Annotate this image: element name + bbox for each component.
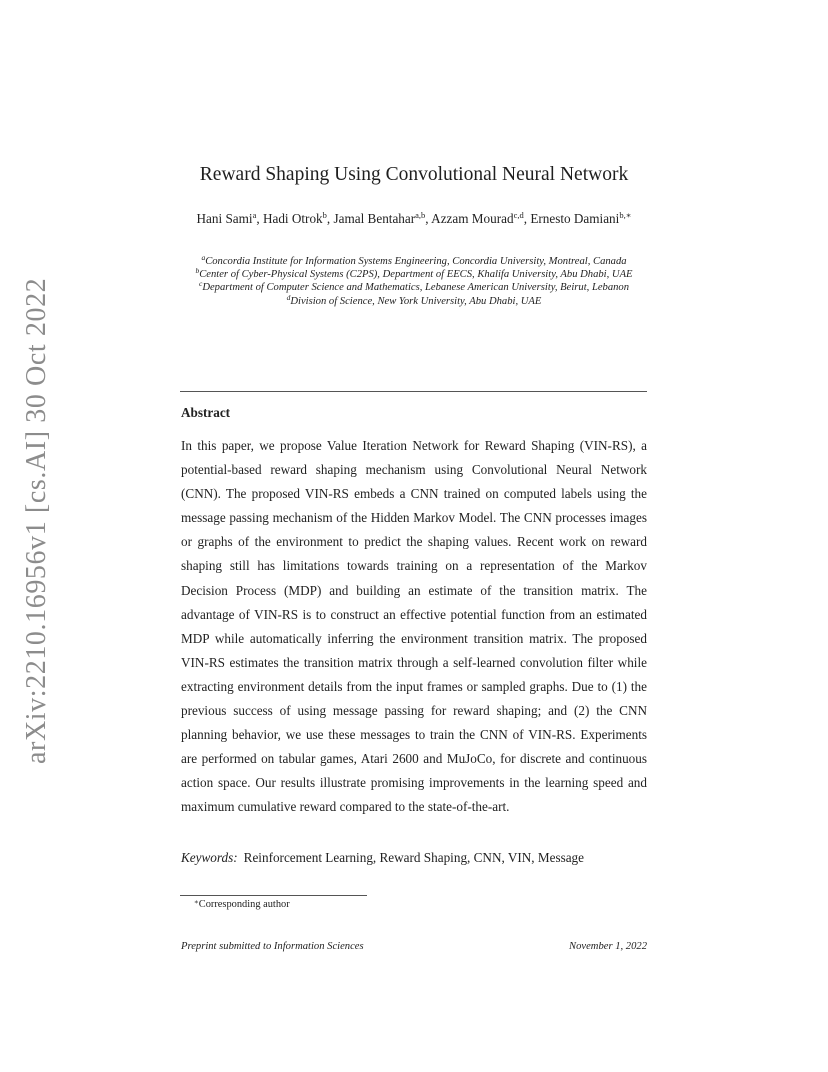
author-separator: , [523, 211, 531, 226]
affiliation-mark: d [286, 292, 291, 302]
footnote-text: Corresponding author [198, 899, 290, 910]
arxiv-identifier-stamp: arXiv:2210.16956v1 [cs.AI] 30 Oct 2022 [21, 277, 52, 764]
author-separator: , [256, 211, 263, 226]
author-name: Hadi Otrok [262, 211, 323, 226]
author-name: Jamal Bentahar [333, 211, 416, 226]
abstract-text: In this paper, we propose Value Iteration Network for Reward Shaping (VIN-RS), a potential-based reward shaping mechanism using Convolutional Neural Network (CNN). The proposed VIN-RS embeds a CNN trained on computed labels using the message passing mechanism of the Hidden Markov Model. The CNN processes images or graphs of the environment to predict the shaping values. Recent work on reward shaping still has limitations towards training on a representation of the Markov Decision Process (MDP) and building an estimate of the transition matrix. The advantage of VIN-RS is to construct an effective potential function from an estimated MDP while automatically inferring the environment transition matrix. The proposed VIN-RS estimates the transition matrix through a self-learned convolution filter while extracting environment details from the input frames or sampled graphs. Due to (1) the previous success of using message passing for reward shaping; and (2) the CNN planning behavior, we use these messages to train the CNN of VIN-RS. Experiments are performed on tabular games, Atari 2600 and MuJoCo, for discrete and continuous action space. Our results illustrate promising improvements in the learning speed and maximum cumulative reward compared to the state-of-the-art. [181, 438, 647, 815]
affiliation-item [180, 255, 648, 268]
preprint-note: Preprint submitted to Information Sciences [181, 941, 364, 952]
author-name: Hani Sami [196, 211, 253, 226]
author-affiliation-mark: a [252, 210, 257, 220]
footnote-mark: ∗ [194, 898, 199, 906]
author-separator: , [425, 211, 432, 226]
affiliation-mark: b [195, 266, 200, 276]
author-affiliation-mark: b [322, 210, 327, 220]
abstract-heading: Abstract [181, 405, 231, 420]
affiliation-item [180, 292, 648, 308]
author-affiliation-mark: c,d [513, 210, 524, 220]
affiliation-text: Center of Cyber-Physical Systems (C2PS), Department of EECS, Khalifa University, Abu Dhabi, UAE [199, 269, 633, 281]
affiliation-mark: a [201, 253, 206, 262]
author-affiliation-mark: b,∗ [619, 210, 632, 220]
corresponding-author-footnote [194, 899, 290, 910]
affiliation-item [180, 268, 648, 281]
affiliation-text: Department of Computer Science and Mathematics, Lebanese American University, Beirut, Lebanon [202, 282, 630, 294]
affiliation-text: Concordia Institute for Information Systems Engineering, Concordia University, Montreal, Canada [205, 256, 627, 267]
author-separator: , [326, 211, 334, 226]
affiliation-list [180, 255, 648, 308]
author-name: Ernesto Damiani [530, 211, 620, 226]
abstract-top-rule [180, 391, 647, 392]
author-list [180, 210, 648, 227]
keywords-text: Reinforcement Learning, Reward Shaping, CNN, VIN, Message [243, 850, 585, 865]
affiliation-mark: c [198, 279, 203, 289]
affiliation-text: Division of Science, New York University, Abu Dhabi, UAE [290, 295, 542, 307]
keywords-line [181, 850, 651, 866]
affiliation-item [180, 281, 648, 294]
author-name: Azzam Mourad [431, 211, 514, 226]
author-affiliation-mark: a,b [415, 210, 426, 220]
paper-title: Reward Shaping Using Convolutional Neural Network [199, 164, 629, 185]
preprint-date: November 1, 2022 [569, 941, 647, 952]
footnote-rule [180, 895, 367, 896]
keywords-label: Keywords: [181, 850, 238, 865]
